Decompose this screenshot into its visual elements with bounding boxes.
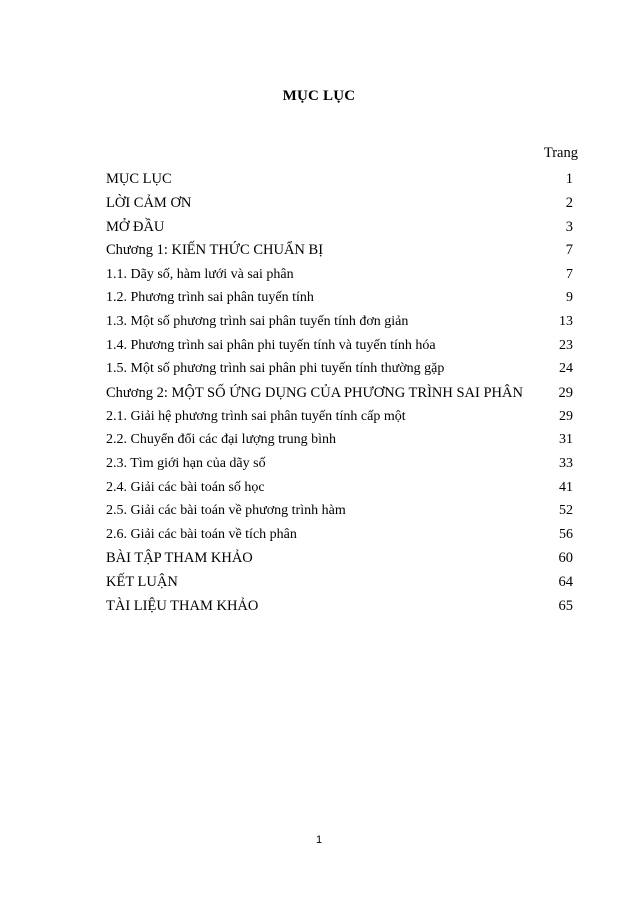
toc-entry-label: MỞ ĐẦU	[106, 218, 165, 235]
toc-entry[interactable]	[106, 594, 578, 618]
toc-entry-label: 2.2. Chuyển đổi các đại lượng trung bình	[106, 432, 337, 448]
toc-entry-label: KẾT LUẬN	[106, 574, 178, 591]
toc-entry-label: 1.4. Phương trình sai phân phi tuyến tính và tuyến tính hóa	[106, 337, 436, 353]
toc-entry[interactable]	[106, 523, 578, 547]
toc-entry[interactable]	[106, 286, 578, 310]
toc-entry-label: 2.4. Giải các bài toán số học	[106, 479, 265, 495]
toc-entry-page: 31	[559, 432, 573, 448]
toc-entry[interactable]	[106, 192, 578, 216]
toc-entry-page: 64	[558, 574, 573, 591]
toc-entry-label: BÀI TẬP THAM KHẢO	[106, 550, 253, 567]
toc-entry-label: LỜI CẢM ƠN	[106, 195, 192, 212]
toc-entry[interactable]	[106, 168, 578, 192]
toc-entry[interactable]	[106, 476, 578, 500]
toc-entry[interactable]	[106, 334, 578, 358]
toc-entry-page: 29	[559, 408, 573, 424]
toc-entry-page: 65	[558, 597, 573, 614]
toc-entry-page: 23	[559, 337, 573, 353]
toc-entry-page: 33	[559, 456, 573, 472]
toc-entry[interactable]	[106, 215, 578, 239]
toc-entry[interactable]	[106, 239, 578, 263]
toc-entry-page: 52	[559, 503, 573, 519]
toc-entry-label: TÀI LIỆU THAM KHẢO	[106, 597, 259, 614]
toc-entry-page: 60	[558, 550, 573, 567]
toc-entry-page: 7	[566, 266, 573, 282]
page-title: MỤC LỤC	[282, 88, 356, 104]
toc-entry-page: 7	[565, 242, 573, 259]
page-number: 1	[315, 834, 323, 846]
toc-entry-label: 2.6. Giải các bài toán về tích phân	[106, 527, 297, 543]
toc-entry-page: 56	[559, 527, 573, 543]
toc-entry-page: 41	[559, 479, 573, 495]
toc-entry-label: 1.5. Một số phương trình sai phân phi tuyến tính thường gặp	[106, 361, 445, 377]
toc-entry[interactable]	[106, 429, 578, 453]
toc-entry-label: 2.1. Giải hệ phương trình sai phân tuyến tính cấp một	[106, 408, 406, 424]
toc-entry[interactable]	[106, 452, 578, 476]
toc-entry-label: 1.1. Dãy số, hàm lưới và sai phân	[106, 266, 294, 282]
table-of-contents	[106, 168, 578, 618]
toc-entry-label: 1.2. Phương trình sai phân tuyến tính	[106, 290, 314, 306]
toc-entry[interactable]	[106, 381, 578, 405]
toc-entry-page: 24	[559, 361, 573, 377]
toc-entry-label: 2.3. Tìm giới hạn của dãy số	[106, 456, 266, 472]
toc-entry-page: 13	[559, 313, 573, 329]
toc-entry[interactable]	[106, 547, 578, 571]
toc-entry-label: Chương 1: KIẾN THỨC CHUẨN BỊ	[106, 242, 324, 259]
toc-entry[interactable]	[106, 310, 578, 334]
toc-entry[interactable]	[106, 358, 578, 382]
toc-entry-label: MỤC LỤC	[106, 171, 172, 188]
toc-entry-label: Chương 2: MỘT SỐ ỨNG DỤNG CỦA PHƯƠNG TRÌNH SAI PHÂN	[106, 384, 523, 401]
toc-entry-page: 29	[558, 384, 573, 401]
toc-entry-page: 1	[565, 171, 573, 188]
toc-entry-page: 9	[566, 290, 573, 306]
toc-entry[interactable]	[106, 571, 578, 595]
toc-entry[interactable]	[106, 263, 578, 287]
page-column-header: Trang	[543, 145, 578, 161]
toc-entry[interactable]	[106, 500, 578, 524]
toc-entry-page: 2	[565, 195, 573, 212]
toc-entry[interactable]	[106, 405, 578, 429]
toc-entry-page: 3	[565, 218, 573, 235]
toc-entry-label: 2.5. Giải các bài toán về phương trình hàm	[106, 503, 346, 519]
toc-entry-label: 1.3. Một số phương trình sai phân tuyến tính đơn giản	[106, 313, 409, 329]
